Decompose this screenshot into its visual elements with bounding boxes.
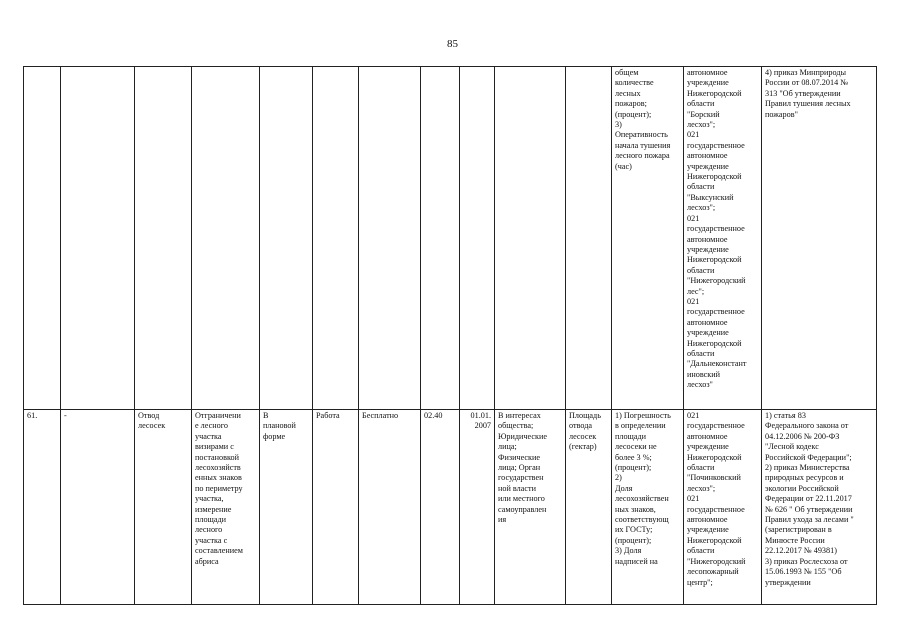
cell-consumers (495, 67, 566, 410)
cell-code: - (61, 410, 135, 605)
cell-number: 61. (24, 410, 61, 605)
cell-legal-basis: 1) статья 83 Федерального закона от 04.12.2006 № 200-ФЗ "Лесной кодекс Российской Федерации"; 2) приказ Министерства природных ресурсов и экологии Российской Федерации от 22.11.2017 № 626 " Об утверждении Правил ухода за лесами " (зарегистрирован в Минюсте России 22.12.2017 № 49381) 3) приказ Рослесхоза от 15.06.1993 № 155 "Об утверждении (762, 410, 877, 605)
table-row (24, 67, 877, 410)
cell-indicator-name: Площадь отвода лесосек (гектар) (566, 410, 612, 605)
cell-content (192, 67, 260, 410)
cell-number (24, 67, 61, 410)
cell-service-name (135, 67, 192, 410)
table-row (24, 410, 877, 605)
cell-content: Отграничени е лесного участка визирами с постановкой лесохозяйств енных знаков по периметру участка, измерение площади лесного участка с составлением абриса (192, 410, 260, 605)
cell-consumers: В интересах общества; Юридические лица; Физические лица; Орган государствен ной власти или местного самоуправлен ия (495, 410, 566, 605)
cell-service-name: Отвод лесосек (135, 410, 192, 605)
cell-code (61, 67, 135, 410)
cell-legal-basis: 4) приказ Минприроды России от 08.07.2014 № 313 "Об утверждении Правил тушения лесных пожаров" (762, 67, 877, 410)
cell-form (260, 67, 313, 410)
page-number: 85 (447, 38, 458, 50)
cell-quality-indicators: общем количестве лесных пожаров; (процент); 3) Оперативность начала тушения лесного пожара (час) (612, 67, 684, 410)
cell-payment (359, 67, 421, 410)
cell-quality-indicators: 1) Погрешность в определении площади лесосеки не более 3 %; (процент); 2) Доля лесохозяйствен ных знаков, соответствующ их ГОСТу; (процент); 3) Доля надписей на (612, 410, 684, 605)
cell-date (460, 67, 495, 410)
cell-institutions: 021 государственное автономное учреждение Нижегородской области "Починковский лесхоз"; 021 государственное автономное учреждение Нижегородской области "Нижегородский лесопожарный центр"; (684, 410, 762, 605)
cell-payment: Бесплатно (359, 410, 421, 605)
cell-okved: 02.40 (421, 410, 460, 605)
cell-indicator-name (566, 67, 612, 410)
cell-form: В плановой форме (260, 410, 313, 605)
cell-type (313, 67, 359, 410)
cell-type: Работа (313, 410, 359, 605)
cell-date: 01.01. 2007 (460, 410, 495, 605)
cell-okved (421, 67, 460, 410)
registry-table (23, 66, 877, 605)
cell-institutions: автономное учреждение Нижегородской области "Борский лесхоз"; 021 государственное автономное учреждение Нижегородской области "Выксунский лесхоз"; 021 государственное автономное учреждение Нижегородской области "Нижегородский лес"; 021 государственное автономное учреждение Нижегородской области "Дальнеконстант иновский лесхоз" (684, 67, 762, 410)
